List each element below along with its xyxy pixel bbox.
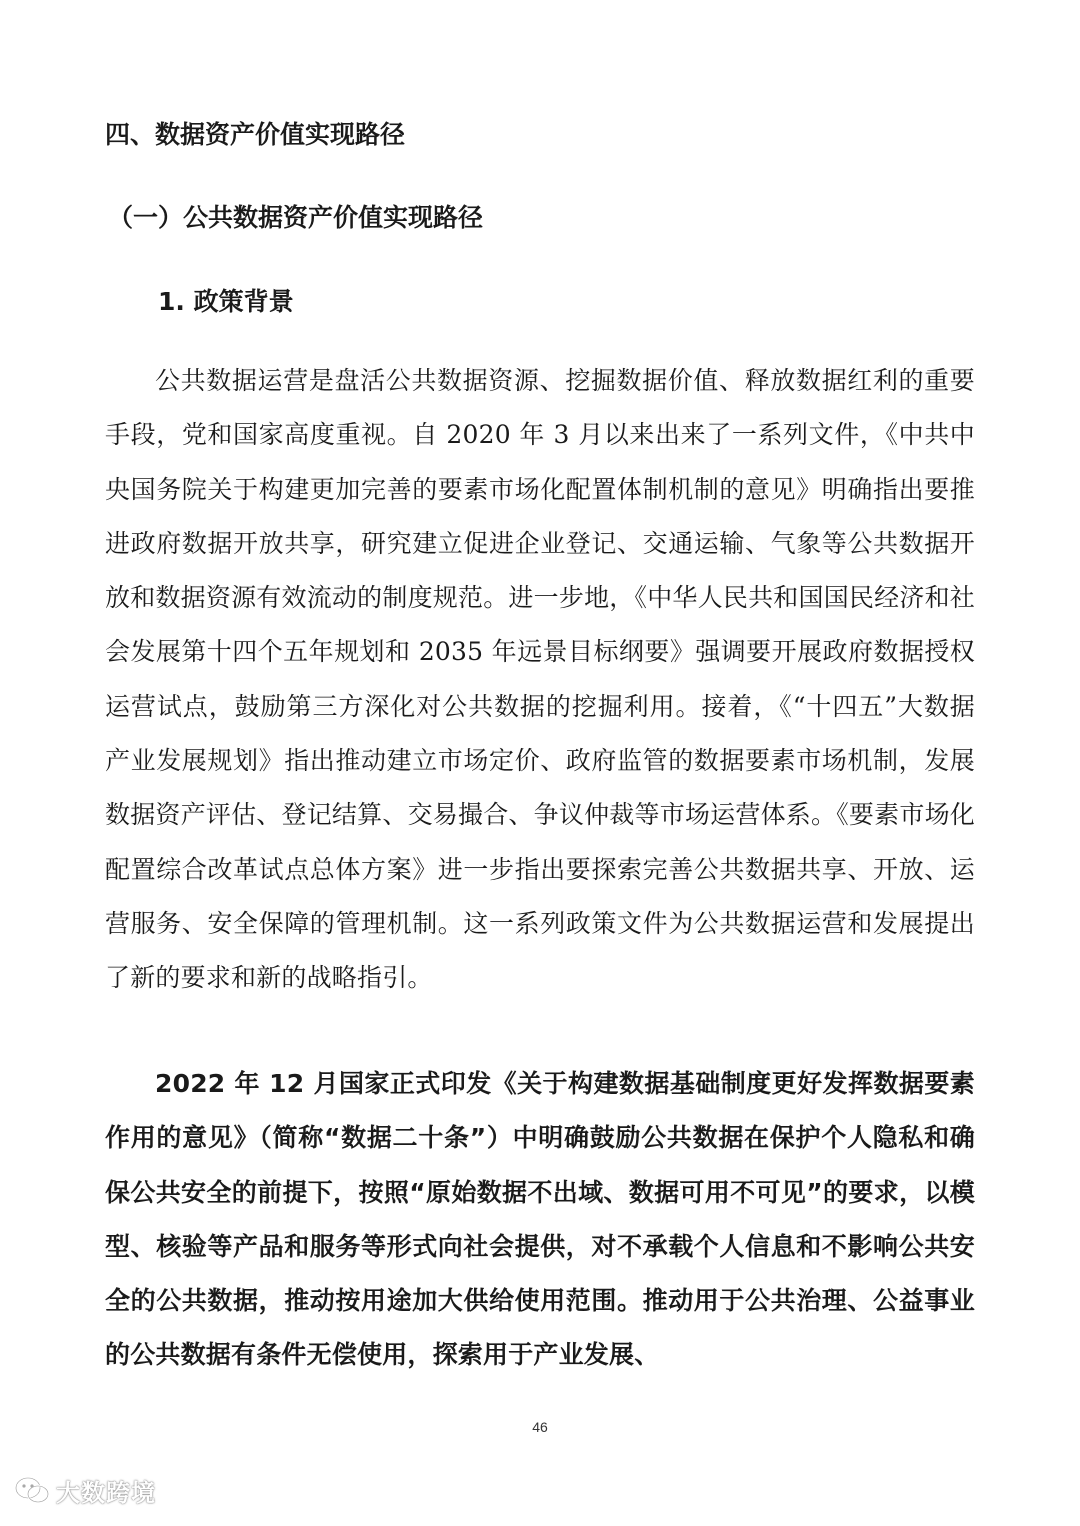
section-heading: 四、数据资产价值实现路径 [105,120,406,149]
page-number: 46 [532,1419,548,1435]
body-paragraph-data-twenty-articles: 2022 年 12 月国家正式印发《关于构建数据基础制度更好发挥数据要素作用的意见》（简称“数据二十条”）中明确鼓励公共数据在保护个人隐私和确保公共安全的前提下，按照“原始数据不出域、数据可用不可见”的要求，以模型、核验等产品和服务等形式向社会提供，对不承载个人信息和不影响公共安全的公共数据，推动按用途加大供给使用范围。推动用于公共治理、公益事业的公共数据有条件无偿使用，探索用于产业发展、 [105,1069,975,1370]
subsection-heading: （一）公共数据资产价值实现路径 [108,203,484,232]
watermark [14,1473,156,1508]
sub-subsection-heading: 1. 政策背景 [158,287,294,316]
body-paragraph-policy-background: 公共数据运营是盘活公共数据资源、挖掘数据价值、释放数据红利的重要手段，党和国家高度重视。自 2020 年 3 月以来出来了一系列文件，《中共中央国务院关于构建更加完善的要素市场化配置体制机制的意见》明确指出要推进政府数据开放共享，研究建立促进企业登记、交通运输、气象等公共数据开放和数据资源有效流动的制度规范。进一步地，《中华人民共和国国民经济和社会发展第十四个五年规划和 2035 年远景目标纲要》强调要开展政府数据授权运营试点，鼓励第三方深化对公共数据的挖掘利用。接着，《“十四五”大数据产业发展规划》指出推动建立市场定价、政府监管的数据要素市场机制，发展数据资产评估、登记结算、交易撮合、争议仲裁等市场运营体系。《要素市场化配置综合改革试点总体方案》进一步指出要探索完善公共数据共享、开放、运营服务、安全保障的管理机制。这一系列政策文件为公共数据运营和发展提出了新的要求和新的战略指引。 [105,366,975,993]
wechat-logo-icon [14,1476,50,1506]
watermark-text: 大数跨境 [56,1479,156,1507]
